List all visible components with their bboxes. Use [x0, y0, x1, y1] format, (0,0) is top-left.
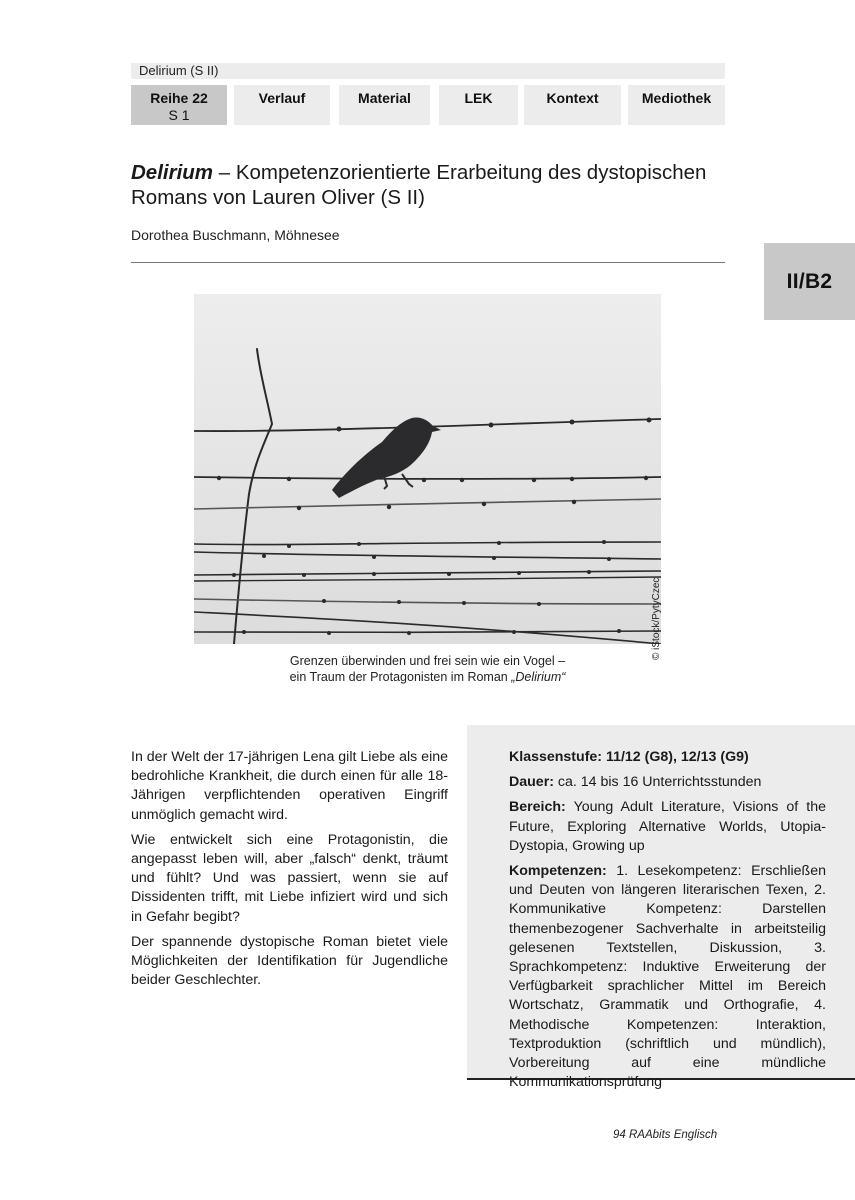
tab-reihe[interactable]: [131, 85, 227, 125]
info-klassenstufe: [509, 748, 826, 767]
klassenstufe-label: Klassenstufe: 11/12 (G8), 12/13 (G9): [509, 749, 749, 765]
dauer-label: Dauer:: [509, 774, 554, 791]
tab-material[interactable]: [339, 85, 430, 125]
tab-label: Material: [358, 90, 411, 106]
page-footer: 94 RAAbits Englisch: [613, 1129, 718, 1141]
caption-text: ein Traum der Protagonisten im Roman: [289, 670, 512, 684]
intro-paragraph: In der Welt der 17-jährigen Lena gilt Liebe als eine bedrohliche Krankheit, die durch einen für alle 18-Jährigen verpflichtenden operativen Eingriff unmöglich gemacht wird.: [131, 749, 448, 823]
divider: [131, 262, 725, 263]
tab-kontext[interactable]: [524, 85, 621, 125]
kompetenzen-label: Kompetenzen:: [509, 863, 607, 880]
photo-credit: [641, 560, 661, 660]
photo-credit-text: © iStock/PytyCzec: [651, 577, 662, 660]
intro-paragraph: Wie entwickelt sich eine Protagonistin, die angepasst leben will, aber „falsch“ denkt, träumt und fühlt? Und was passiert, wenn sie auf Dissidenten trifft, mit Liebe infiziert wird und sich in Gefahr begibt?: [131, 831, 448, 925]
series-label: Delirium (S II): [131, 63, 725, 79]
bereich-value: Young Adult Literature, Visions of the Future, Exploring Alternative Worlds, Utopia-Dystopia, Growing up: [509, 799, 826, 854]
tab-lek[interactable]: [439, 85, 518, 125]
info-dauer: [509, 773, 826, 792]
photo-bird-on-barbed-wire: [194, 294, 661, 644]
info-content: [509, 748, 826, 1098]
section-marker: II/B2: [764, 243, 855, 320]
intro-text: [131, 748, 448, 996]
info-bereich: [509, 798, 826, 856]
bereich-label: Bereich:: [509, 799, 566, 816]
tab-sublabel: S 1: [168, 107, 190, 123]
tab-label: LEK: [464, 90, 493, 106]
tab-label: Mediothek: [641, 90, 712, 106]
title-rest: – Kompetenzorientierte Erarbeitung des dystopischen Romans von Lauren Oliver (S II): [131, 161, 707, 209]
page-title: [131, 160, 731, 210]
photo-caption: [194, 653, 661, 685]
kompetenzen-value: 1. Lesekompetenz: Erschließen und Deuten von längeren literarischen Texen, 2. Kommunikative Kompetenz: Darstellen themenbezogener Sachverhalte in arbeitsteilig gelesenen Textstellen, Diskussion, 3. Sprachkompetenz: Induktive Erweiterung der Verfügbarkeit sprachlicher Mittel im Bereich Wortschatz, Grammatik und Orthografie, 4. Methodische Kompetenzen: Interaktion, Textproduktion (schriftlich und mündlich), Vorbereitung auf eine mündliche Kommunikationsprüfung: [509, 863, 826, 1091]
tab-mediothek[interactable]: [628, 85, 725, 125]
title-emphasis: Delirium: [131, 161, 214, 184]
author: Dorothea Buschmann, Möhnesee: [131, 227, 340, 243]
info-kompetenzen: [509, 862, 826, 1092]
tab-verlauf[interactable]: [234, 85, 330, 125]
tab-label: Verlauf: [258, 90, 306, 106]
caption-title: „Delirium“: [511, 670, 566, 684]
caption-line-2: [194, 669, 661, 685]
tab-label: Reihe 22: [150, 90, 208, 106]
tab-label: Kontext: [546, 90, 599, 106]
dauer-value: ca. 14 bis 16 Unterrichtsstunden: [553, 774, 762, 791]
intro-paragraph: Der spannende dystopische Roman bietet viele Möglichkeiten der Identifikation für Jugendliche beider Geschlechter.: [131, 933, 448, 989]
caption-line-1: Grenzen überwinden und frei sein wie ein Vogel –: [289, 654, 566, 668]
